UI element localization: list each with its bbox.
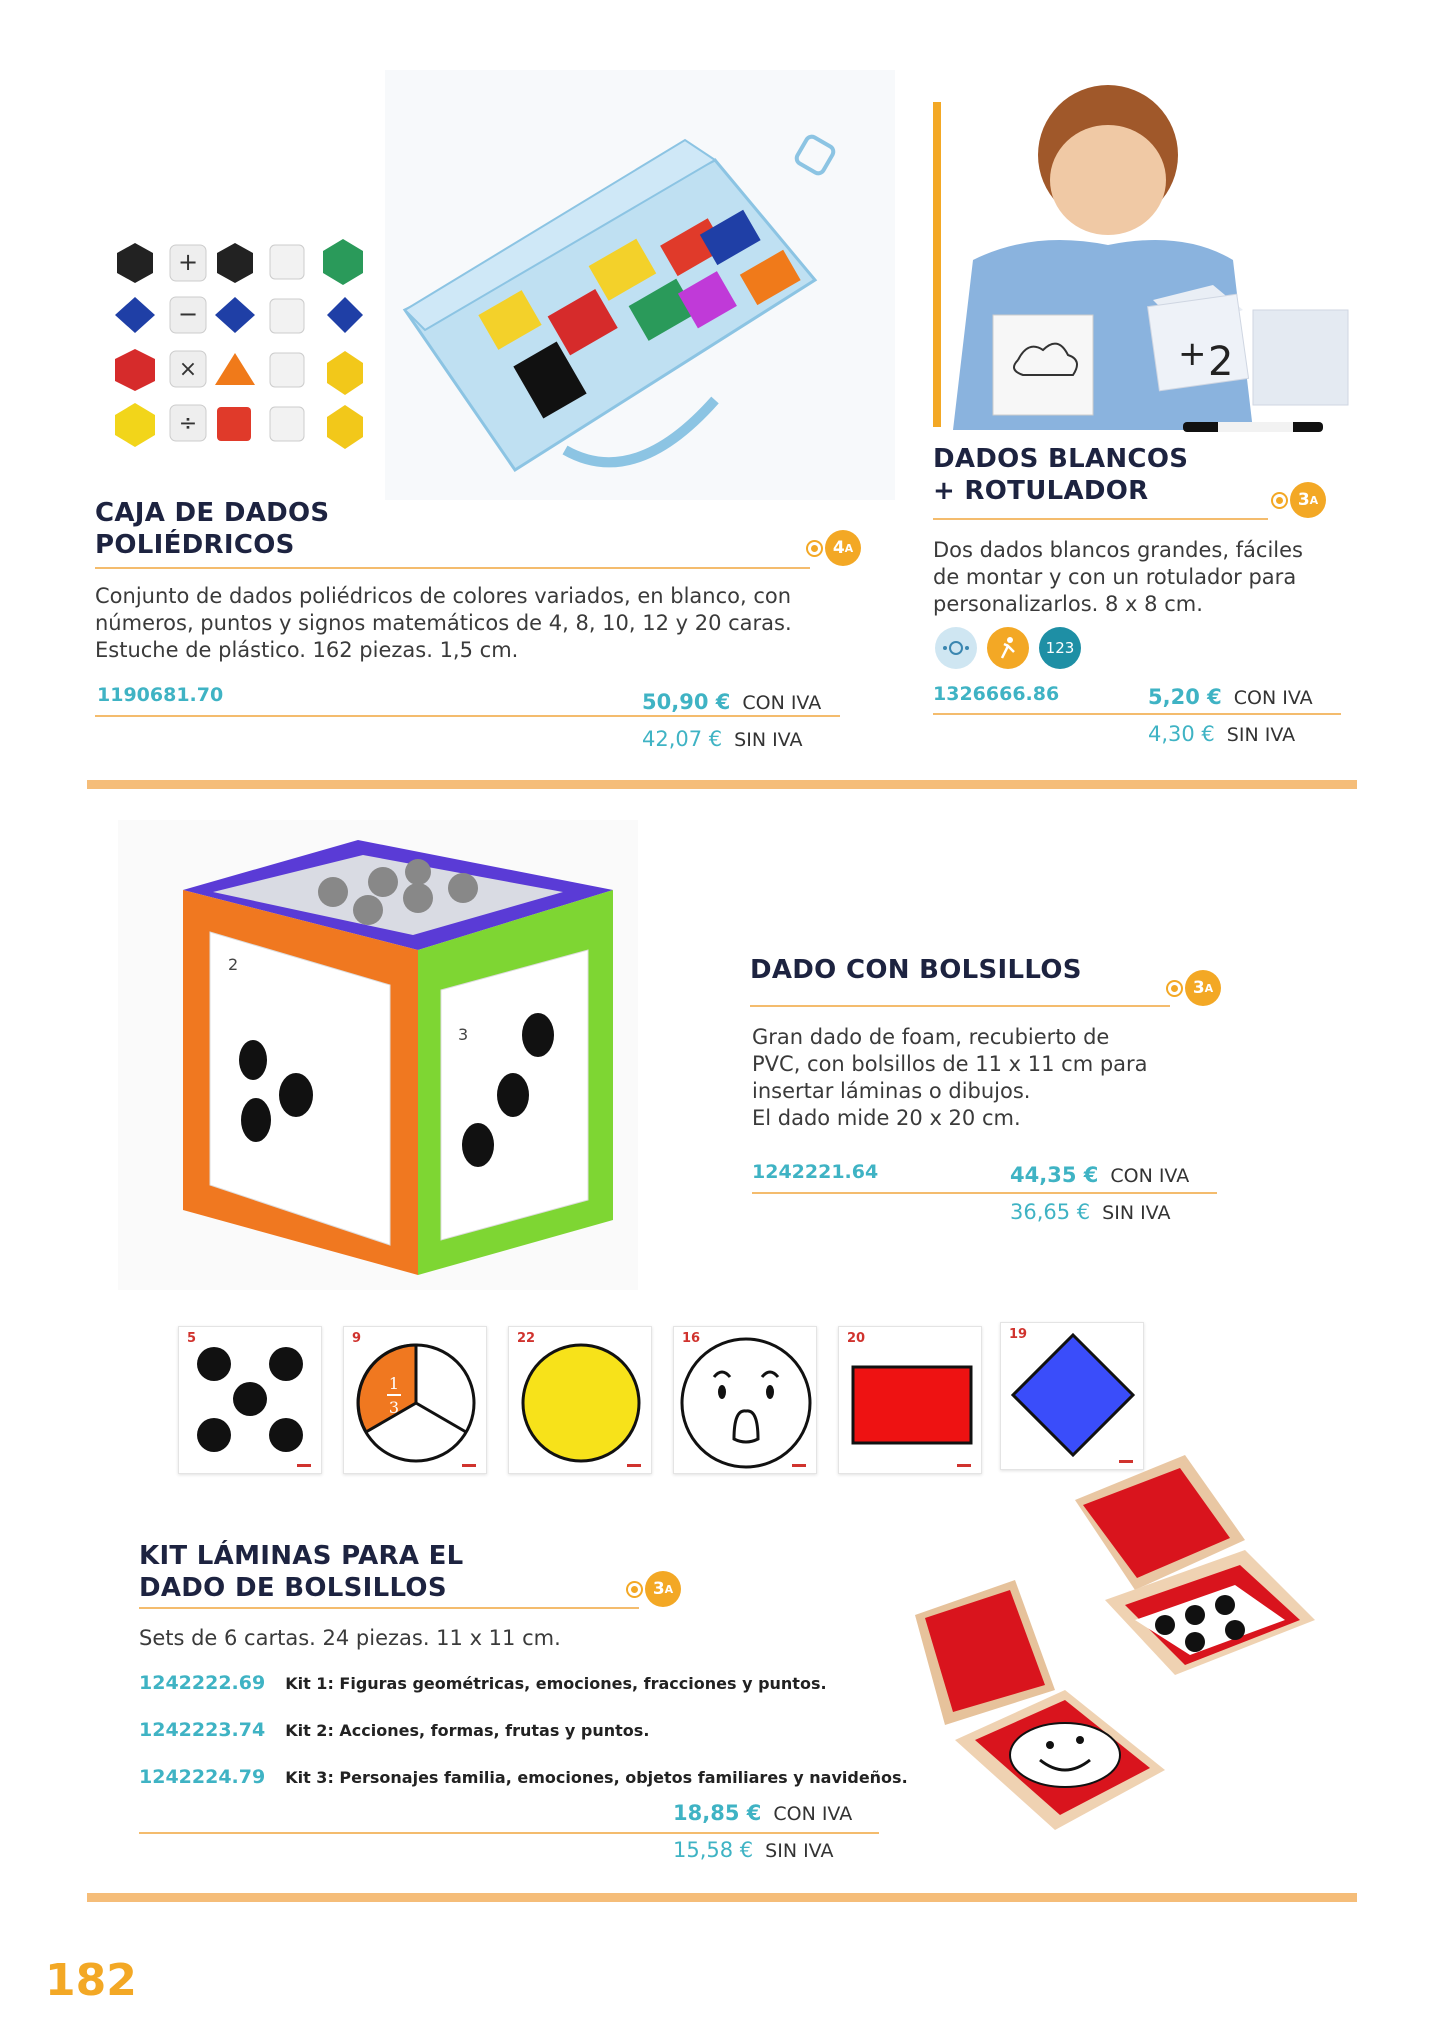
price-with-vat <box>642 690 821 714</box>
price-underline <box>752 1192 1217 1194</box>
age-badge <box>1273 482 1326 518</box>
age-dot-icon <box>1168 982 1181 995</box>
price-underline <box>139 1832 879 1834</box>
svg-text:2: 2 <box>1208 339 1234 385</box>
product-description: Sets de 6 cartas. 24 piezas. 11 x 11 cm. <box>139 1626 561 1650</box>
price-value: 50,90 € <box>642 690 731 714</box>
svg-text:−: − <box>177 300 199 328</box>
product-description <box>95 583 855 664</box>
card-surprised-face: 16 <box>673 1326 817 1474</box>
with-vat-label: CON IVA <box>1110 1165 1190 1187</box>
page-number: 182 <box>45 1955 137 2006</box>
product-title-line2: POLIÉDRICOS <box>95 530 295 560</box>
price-with-vat <box>1010 1163 1189 1187</box>
price-without-vat <box>1148 722 1295 746</box>
card-boxes-image <box>905 1450 1325 1860</box>
product-code: 1190681.70 <box>97 684 224 706</box>
motor-skills-icon <box>987 627 1029 669</box>
numbers-123-icon: 123 <box>1039 627 1081 669</box>
age-badge <box>1168 970 1221 1006</box>
price-with-vat <box>673 1801 852 1825</box>
price-value: 5,20 € <box>1148 685 1222 709</box>
title-underline <box>139 1607 639 1609</box>
title-underline <box>750 1005 1170 1007</box>
pocket-die-image <box>118 820 638 1290</box>
fraction-denominator: 3 <box>388 1398 400 1417</box>
product-title-card-kit <box>139 1540 659 1604</box>
title-underline <box>95 567 810 569</box>
product-title-pocket-die <box>750 954 1170 986</box>
price-value: 4,30 € <box>1148 722 1215 746</box>
skill-icons <box>935 627 1081 669</box>
svg-text:+: + <box>177 248 199 276</box>
svg-text:+: + <box>1178 334 1207 374</box>
product-title-line2: DADO DE BOLSILLOS <box>139 1573 447 1603</box>
kit-description: Kit 3: Personajes familia, emociones, objetos familiares y navideños. <box>285 1768 908 1787</box>
fraction-numerator: 1 <box>388 1374 400 1393</box>
price-with-vat <box>1148 685 1313 709</box>
price-value: 15,58 € <box>673 1838 754 1862</box>
price-value: 44,35 € <box>1010 1163 1099 1187</box>
product-title-line1: KIT LÁMINAS PARA EL <box>139 1541 464 1571</box>
with-vat-label: CON IVA <box>742 692 822 714</box>
sensory-icon <box>935 627 977 669</box>
description-line: Dos dados blancos grandes, fáciles <box>933 538 1304 562</box>
product-title-white-dice <box>933 443 1293 507</box>
description-line: El dado mide 20 x 20 cm. <box>752 1106 1021 1130</box>
description-line: Gran dado de foam, recubierto de <box>752 1025 1110 1049</box>
age-value: 3 A <box>645 1571 681 1607</box>
age-badge <box>808 530 861 566</box>
age-value: 4 A <box>825 530 861 566</box>
kit-code: 1242222.69 <box>139 1672 266 1694</box>
description-line: personalizarlos. 8 x 8 cm. <box>933 592 1203 616</box>
description-line: de montar y con un rotulador para <box>933 565 1297 589</box>
die-face-number: 2 <box>228 955 239 974</box>
product-title-line1: CAJA DE DADOS <box>95 498 330 528</box>
child-with-white-dice-photo <box>933 60 1363 435</box>
description-line: números, puntos y signos matemáticos de 4, 8, 10, 12 y 20 caras. <box>95 611 792 635</box>
card-red-rectangle: 20 <box>838 1326 982 1474</box>
product-title-line1: DADO CON BOLSILLOS <box>750 955 1082 985</box>
with-vat-label: CON IVA <box>1233 687 1313 709</box>
age-dot-icon <box>628 1583 641 1596</box>
svg-text:×: × <box>178 357 198 382</box>
age-value: 3 A <box>1185 970 1221 1006</box>
without-vat-label: SIN IVA <box>1102 1202 1171 1224</box>
with-vat-label: CON IVA <box>773 1803 853 1825</box>
card-yellow-circle: 22 <box>508 1326 652 1474</box>
price-value: 42,07 € <box>642 727 723 751</box>
kit-row <box>139 1672 827 1694</box>
title-underline <box>933 518 1268 520</box>
product-title-dice-box <box>95 497 515 561</box>
without-vat-label: SIN IVA <box>1226 724 1296 746</box>
dice-case-image <box>385 70 895 500</box>
without-vat-label: SIN IVA <box>734 729 803 751</box>
price-underline <box>95 715 840 717</box>
svg-text:÷: ÷ <box>178 411 198 436</box>
kit-code: 1242223.74 <box>139 1719 266 1741</box>
price-value: 18,85 € <box>673 1801 762 1825</box>
section-separator <box>87 780 1357 789</box>
product-title-line2: + ROTULADOR <box>933 476 1149 506</box>
card-five-dots: 5 <box>178 1326 322 1474</box>
price-without-vat <box>673 1838 833 1862</box>
product-description <box>933 537 1373 618</box>
price-without-vat <box>642 727 802 751</box>
age-dot-icon <box>808 542 821 555</box>
kit-row <box>139 1766 908 1788</box>
price-value: 36,65 € <box>1010 1200 1091 1224</box>
product-description <box>752 1024 1212 1132</box>
kit-description: Kit 1: Figuras geométricas, emociones, fracciones y puntos. <box>285 1674 827 1693</box>
polyhedral-dice-image <box>105 225 375 455</box>
description-line: Conjunto de dados poliédricos de colores variados, en blanco, con <box>95 584 792 608</box>
description-line: PVC, con bolsillos de 11 x 11 cm para <box>752 1052 1148 1076</box>
age-value: 3 A <box>1290 482 1326 518</box>
age-dot-icon <box>1273 494 1286 507</box>
card-fraction-one-third: 9 1 3 <box>343 1326 487 1474</box>
age-badge <box>628 1571 681 1607</box>
product-code: 1242221.64 <box>752 1161 879 1183</box>
without-vat-label: SIN IVA <box>765 1840 834 1862</box>
product-code: 1326666.86 <box>933 683 1060 705</box>
price-underline <box>933 713 1341 715</box>
product-title-line1: DADOS BLANCOS <box>933 444 1189 474</box>
card-blue-diamond: 19 <box>1000 1322 1144 1470</box>
section-separator <box>87 1893 1357 1902</box>
kit-row <box>139 1719 649 1741</box>
kit-description: Kit 2: Acciones, formas, frutas y puntos. <box>285 1721 650 1740</box>
price-without-vat <box>1010 1200 1170 1224</box>
description-line: insertar láminas o dibujos. <box>752 1079 1031 1103</box>
kit-code: 1242224.79 <box>139 1766 266 1788</box>
description-line: Estuche de plástico. 162 piezas. 1,5 cm. <box>95 638 519 662</box>
die-face-number: 3 <box>458 1025 469 1044</box>
